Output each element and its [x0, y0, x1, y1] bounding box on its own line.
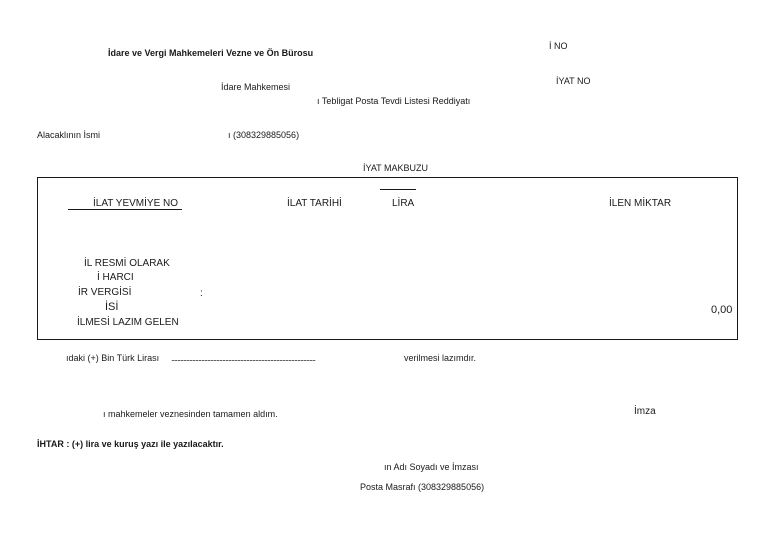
amount-words-suffix: verilmesi lazımdır.	[404, 353, 477, 363]
office-title: İdare ve Vergi Mahkemeleri Vezne ve Ön Bürosu	[108, 48, 314, 58]
no-label: İ NO	[549, 41, 568, 51]
row-resmi: İL RESMİ OLARAK	[84, 258, 170, 269]
name-signature-label: ın Adı Soyadı ve İmzası	[384, 462, 479, 472]
row-lazim: İLMESİ LAZIM GELEN	[77, 317, 179, 328]
row-vergisi: İR VERGİSİ	[78, 287, 132, 298]
postage-line: Posta Masrafı (308329885056)	[360, 482, 485, 492]
signature-label: İmza	[634, 406, 656, 417]
col-ilat-tarihi: İLAT TARİHİ	[287, 198, 342, 209]
amount-value: 0,00	[711, 304, 733, 316]
received-line: ı mahkemeler veznesinden tamamen aldım.	[103, 409, 278, 419]
row-isi: İSİ	[105, 301, 119, 313]
amount-words-prefix: ıdaki (+) Bin Türk Lirası	[66, 353, 160, 363]
col-ilat-yevmiye-no: İLAT YEVMİYE NO	[93, 198, 179, 209]
row-colon: :	[200, 288, 203, 299]
col-ilen-miktar: İLEN MİKTAR	[609, 198, 672, 209]
row-harci: İ HARCI	[97, 272, 134, 283]
col-ilat-yevmiye-underline	[68, 209, 182, 210]
col-lira-overline	[380, 189, 416, 190]
creditor-label: Alacaklının İsmi	[37, 130, 101, 140]
tebligat-line: ı Tebligat Posta Tevdi Listesi Reddiyatı	[317, 96, 471, 106]
amount-words-dots: ................................................................................................	[171, 354, 316, 363]
receipt-title: İYAT MAKBUZU	[363, 163, 429, 173]
creditor-value: ı (308329885056)	[228, 130, 300, 140]
col-lira: LİRA	[392, 198, 415, 209]
iyat-no-label: İYAT NO	[556, 76, 591, 86]
court-label: İdare Mahkemesi	[221, 82, 291, 92]
warning-text: İHTAR : (+) lira ve kuruş yazı ile yazılacaktır.	[37, 439, 224, 449]
